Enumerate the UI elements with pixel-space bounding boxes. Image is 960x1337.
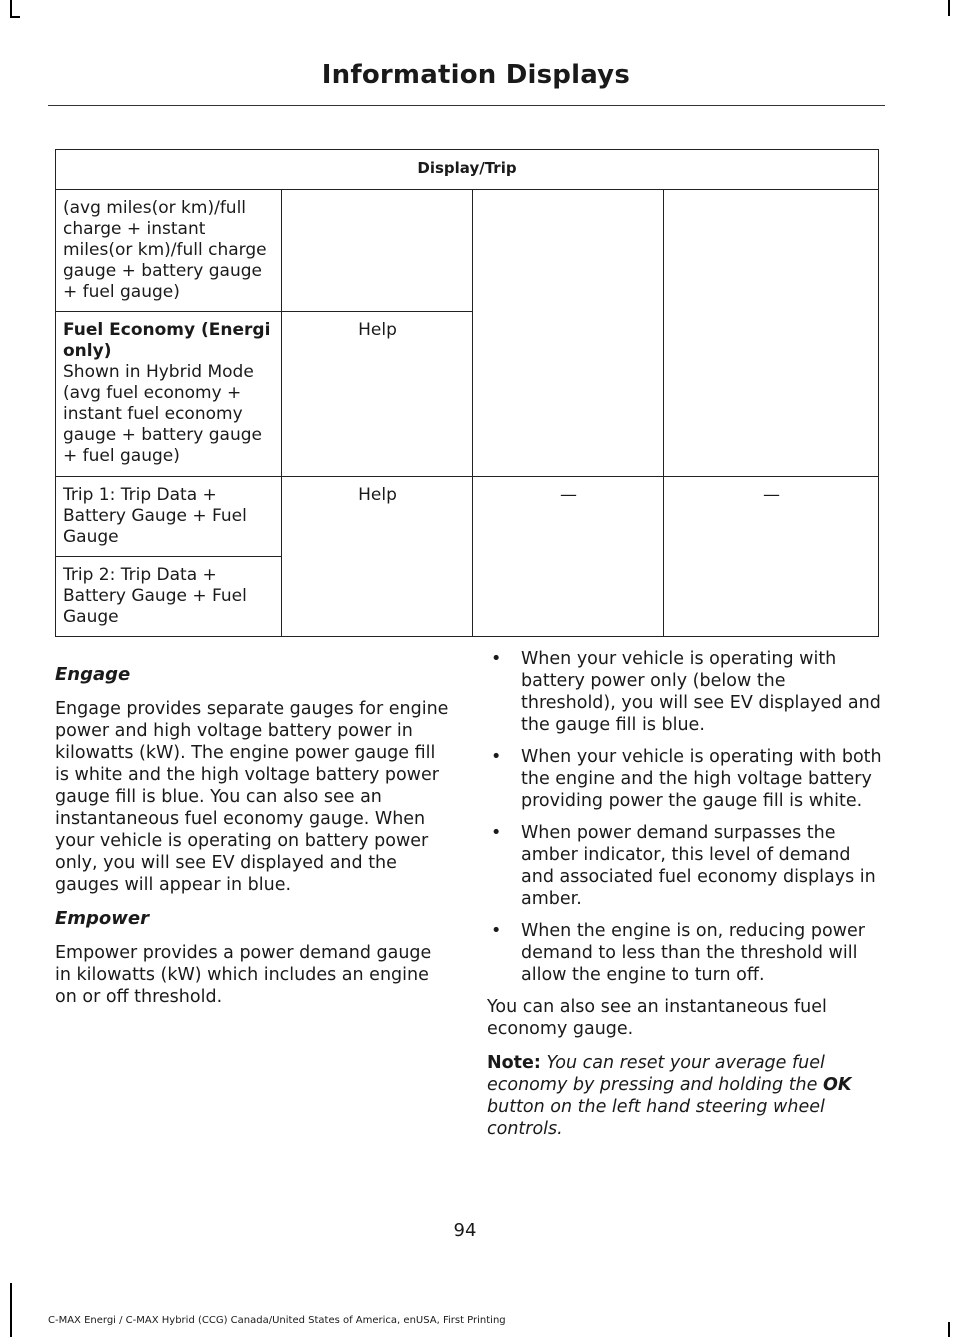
bullet-icon: •: [491, 921, 502, 941]
table-cell: Trip 1: Trip Data + Battery Gauge + Fuel Gauge: [56, 477, 282, 557]
bullet-icon: •: [491, 823, 502, 843]
table-cell: (avg miles(or km)/full charge + instant miles(or km)/full charge gauge + battery gauge + fuel gauge): [56, 190, 282, 312]
table-cell: [473, 190, 664, 477]
page-title: Information Displays: [321, 60, 630, 90]
note-text-1: You can reset your average fuel economy by pressing and holding the: [487, 1053, 825, 1095]
table-cell: [664, 190, 879, 477]
note: [487, 1052, 882, 1140]
note-text-2: button on the left hand steering wheel controls.: [487, 1097, 825, 1139]
table-cell: Trip 2: Trip Data + Battery Gauge + Fuel Gauge: [56, 557, 282, 637]
crop-mark-bottom-left: [10, 1283, 12, 1337]
table-cell: —: [473, 477, 664, 637]
engage-heading: Engage: [55, 664, 131, 685]
page-number: 94: [453, 1220, 477, 1241]
table-cell: Help: [282, 477, 473, 637]
footer-text: C-MAX Energi / C-MAX Hybrid (CCG) Canada/United States of America, enUSA, First Printing: [48, 1315, 506, 1326]
display-trip-table: [55, 149, 879, 637]
note-ok-label: OK: [823, 1075, 852, 1095]
fuel-economy-title: Fuel Economy (Energi only): [63, 320, 271, 361]
gauge-paragraph: You can also see an instantaneous fuel economy gauge.: [487, 997, 827, 1039]
engage-paragraph: Engage provides separate gauges for engine power and high voltage battery power in kilowatts (kW). The engine power gauge fill is white and the high voltage battery power gauge fill is blue. You can also see an instantaneous fuel economy gauge. When your vehicle is operating on battery power only, you will see EV displayed and the gauges will appear in blue.: [55, 699, 449, 895]
list-item: • When the engine is on, reducing power demand to less than the threshold will allow the engine to turn off.: [491, 921, 865, 985]
left-column: [55, 664, 450, 1020]
table-cell: Help: [282, 312, 473, 477]
table-cell: [56, 312, 282, 477]
bullet-list: [487, 648, 882, 986]
table-cell: [282, 190, 473, 312]
crop-mark-top-left-h: [10, 16, 20, 18]
list-item: • When your vehicle is operating with both the engine and the high voltage battery providing power the gauge fill is white.: [491, 747, 882, 811]
crop-mark-bottom-right: [948, 1322, 950, 1337]
fuel-economy-desc: Shown in Hybrid Mode (avg fuel economy + instant fuel economy gauge + battery gauge + fuel gauge): [63, 362, 262, 466]
crop-mark-top-right: [948, 0, 950, 16]
list-item: • When your vehicle is operating with battery power only (below the threshold), you will see EV displayed and the gauge fill is blue.: [491, 649, 881, 735]
note-label: Note:: [487, 1053, 541, 1073]
table-row: [56, 190, 879, 312]
table-title: Display/Trip: [56, 150, 879, 190]
header-rule: [48, 105, 885, 106]
table-row: [56, 477, 879, 557]
bullet-icon: •: [491, 747, 502, 767]
crop-mark-top-left: [10, 0, 12, 16]
table-header-row: [56, 150, 879, 190]
list-item: • When power demand surpasses the amber indicator, this level of demand and associated fuel economy displays in amber.: [491, 823, 876, 909]
right-column: [487, 648, 882, 1152]
empower-paragraph: Empower provides a power demand gauge in kilowatts (kW) which includes an engine on or off threshold.: [55, 943, 432, 1007]
table-cell: —: [664, 477, 879, 637]
bullet-icon: •: [491, 649, 502, 669]
empower-heading: Empower: [55, 908, 150, 929]
